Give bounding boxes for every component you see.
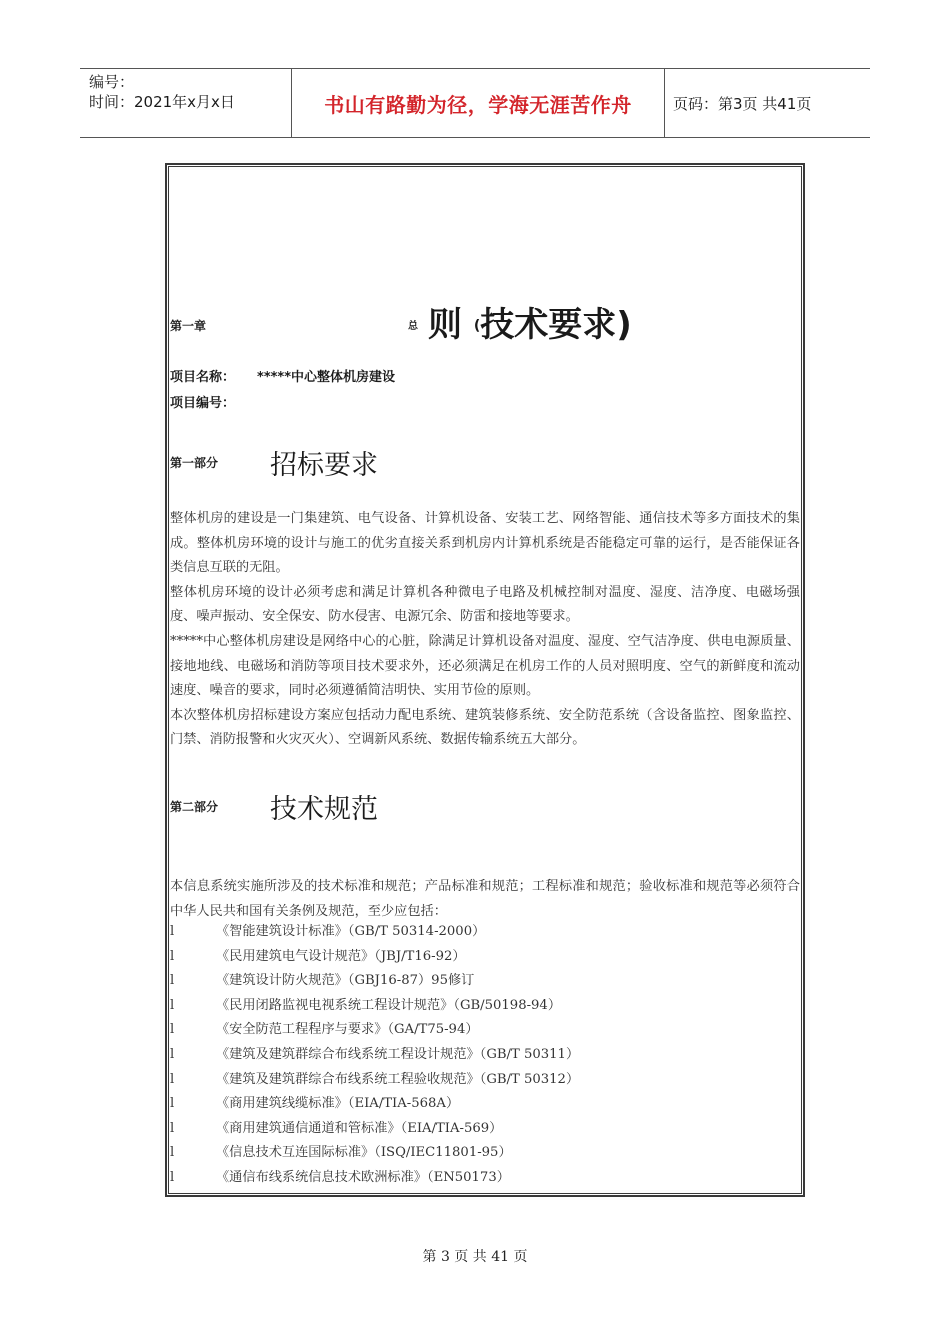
bullet-mark: l bbox=[170, 1145, 175, 1161]
header-motto: 书山有路勤为径，学海无涯苦作舟 bbox=[291, 69, 665, 137]
list-item bbox=[170, 945, 800, 970]
bullet-mark: l bbox=[170, 1096, 175, 1112]
chapter-label: 第一章 bbox=[170, 319, 207, 333]
project-number-label: 项目编号： bbox=[170, 396, 236, 411]
standard-text: 《民用闭路监视电视系统工程设计规范》（GB/50198-94） bbox=[216, 997, 562, 1013]
header-page-info: 页码：第3页 共41页 bbox=[673, 94, 812, 113]
part1-label: 第一部分 bbox=[170, 456, 219, 470]
project-name-label: 项目名称： bbox=[170, 370, 236, 385]
standard-text: 《信息技术互连国际标准》（ISQ/IEC11801-95） bbox=[216, 1145, 512, 1161]
standard-text: 《建筑及建筑群综合布线系统工程验收规范》（GB/T 50312） bbox=[216, 1071, 580, 1087]
bullet-mark: l bbox=[170, 948, 175, 964]
list-item bbox=[170, 1018, 800, 1043]
header-meta bbox=[80, 69, 291, 137]
bullet-mark: l bbox=[170, 1169, 175, 1185]
part1-heading bbox=[170, 443, 378, 482]
standard-text: 《商用建筑线缆标准》（EIA/TIA-568A） bbox=[216, 1096, 460, 1112]
project-name-value: *****中心整体机房建设 bbox=[257, 370, 396, 385]
page-header bbox=[80, 68, 870, 138]
chapter-zong: 总 bbox=[408, 321, 418, 332]
part1-body bbox=[170, 507, 800, 753]
standard-text: 《建筑及建筑群综合布线系统工程设计规范》（GB/T 50311） bbox=[216, 1046, 580, 1062]
list-item bbox=[170, 1117, 800, 1142]
project-name-row bbox=[170, 365, 395, 391]
part2-intro: 本信息系统实施所涉及的技术标准和规范；产品标准和规范；工程标准和规范；验收标准和规范等必须符合中华人民共和国有关条例及规范，至少应包括： bbox=[170, 879, 800, 919]
standard-text: 《商用建筑通信通道和管标准》（EIA/TIA-569） bbox=[216, 1120, 503, 1136]
standard-text: 《安全防范工程程序与要求》（GA/T75-94） bbox=[216, 1022, 479, 1038]
project-meta bbox=[170, 365, 395, 417]
list-item bbox=[170, 1141, 800, 1166]
page-footer: 第 3 页 共 41 页 bbox=[422, 1249, 528, 1265]
list-item bbox=[170, 994, 800, 1019]
header-number-label: 编号： bbox=[89, 73, 135, 91]
chapter-heading bbox=[170, 297, 800, 345]
header-time-label: 时间：2021年x月x日 bbox=[89, 93, 235, 111]
bullet-mark: l bbox=[170, 1120, 175, 1136]
standard-text: 《智能建筑设计标准》（GB/T 50314-2000） bbox=[216, 924, 486, 939]
part1-title: 招标要求 bbox=[270, 450, 378, 481]
paragraph: 本次整体机房招标建设方案应包括动力配电系统、建筑装修系统、安全防范系统（含设备监控、图象监控、门禁、消防报警和火灾灭火）、空调新风系统、数据传输系统五大部分。 bbox=[170, 707, 800, 748]
chapter-title-main: 则 bbox=[428, 305, 462, 345]
document-frame bbox=[165, 163, 805, 1197]
list-item bbox=[170, 1166, 800, 1191]
bullet-mark: l bbox=[170, 1046, 175, 1062]
list-item bbox=[170, 1043, 800, 1068]
chapter-title-rest: 技术要求) bbox=[480, 305, 632, 345]
bullet-mark: l bbox=[170, 973, 175, 989]
standard-text: 《通信布线系统信息技术欧洲标准》（EN50173） bbox=[216, 1169, 510, 1185]
standard-text: 《民用建筑电气设计规范》（JBJ/T16-92） bbox=[216, 948, 466, 964]
chapter-title bbox=[428, 297, 632, 346]
bullet-mark: l bbox=[170, 1022, 175, 1038]
list-item bbox=[170, 969, 800, 994]
paragraph: *****中心整体机房建设是网络中心的心脏，除满足计算机设备对温度、湿度、空气洁净度、供电电源质量、接地地线、电磁场和消防等项目技术要求外，还必须满足在机房工作的人员对照明度、空气的新鲜度和流动速度、噪音的要求，同时必须遵循简洁明快、实用节俭的原则。 bbox=[170, 633, 800, 699]
paragraph: 整体机房的建设是一门集建筑、电气设备、计算机设备、安装工艺、网络智能、通信技术等多方面技术的集成。整体机房环境的设计与施工的优劣直接关系到机房内计算机系统是否能稳定可靠的运行，是否能保证各类信息互联的无阻。 bbox=[170, 511, 800, 576]
bullet-mark: l bbox=[170, 1071, 175, 1087]
part2-label: 第二部分 bbox=[170, 800, 219, 814]
part2-title: 技术规范 bbox=[270, 794, 378, 825]
part2-heading bbox=[170, 787, 378, 826]
bullet-mark: l bbox=[170, 924, 175, 939]
chapter-title-paren: ( bbox=[473, 318, 481, 334]
paragraph: 整体机房环境的设计必须考虑和满足计算机各种微电子电路及机械控制对温度、湿度、洁净度、电磁场强度、噪声振动、安全保安、防水侵害、电源冗余、防雷和接地等要求。 bbox=[170, 584, 800, 625]
standards-list bbox=[170, 920, 800, 1191]
list-item bbox=[170, 1068, 800, 1093]
standard-text: 《建筑设计防火规范》（GBJ16-87）95修订 bbox=[216, 973, 475, 989]
bullet-mark: l bbox=[170, 997, 175, 1013]
list-item bbox=[170, 920, 800, 945]
list-item bbox=[170, 1092, 800, 1117]
